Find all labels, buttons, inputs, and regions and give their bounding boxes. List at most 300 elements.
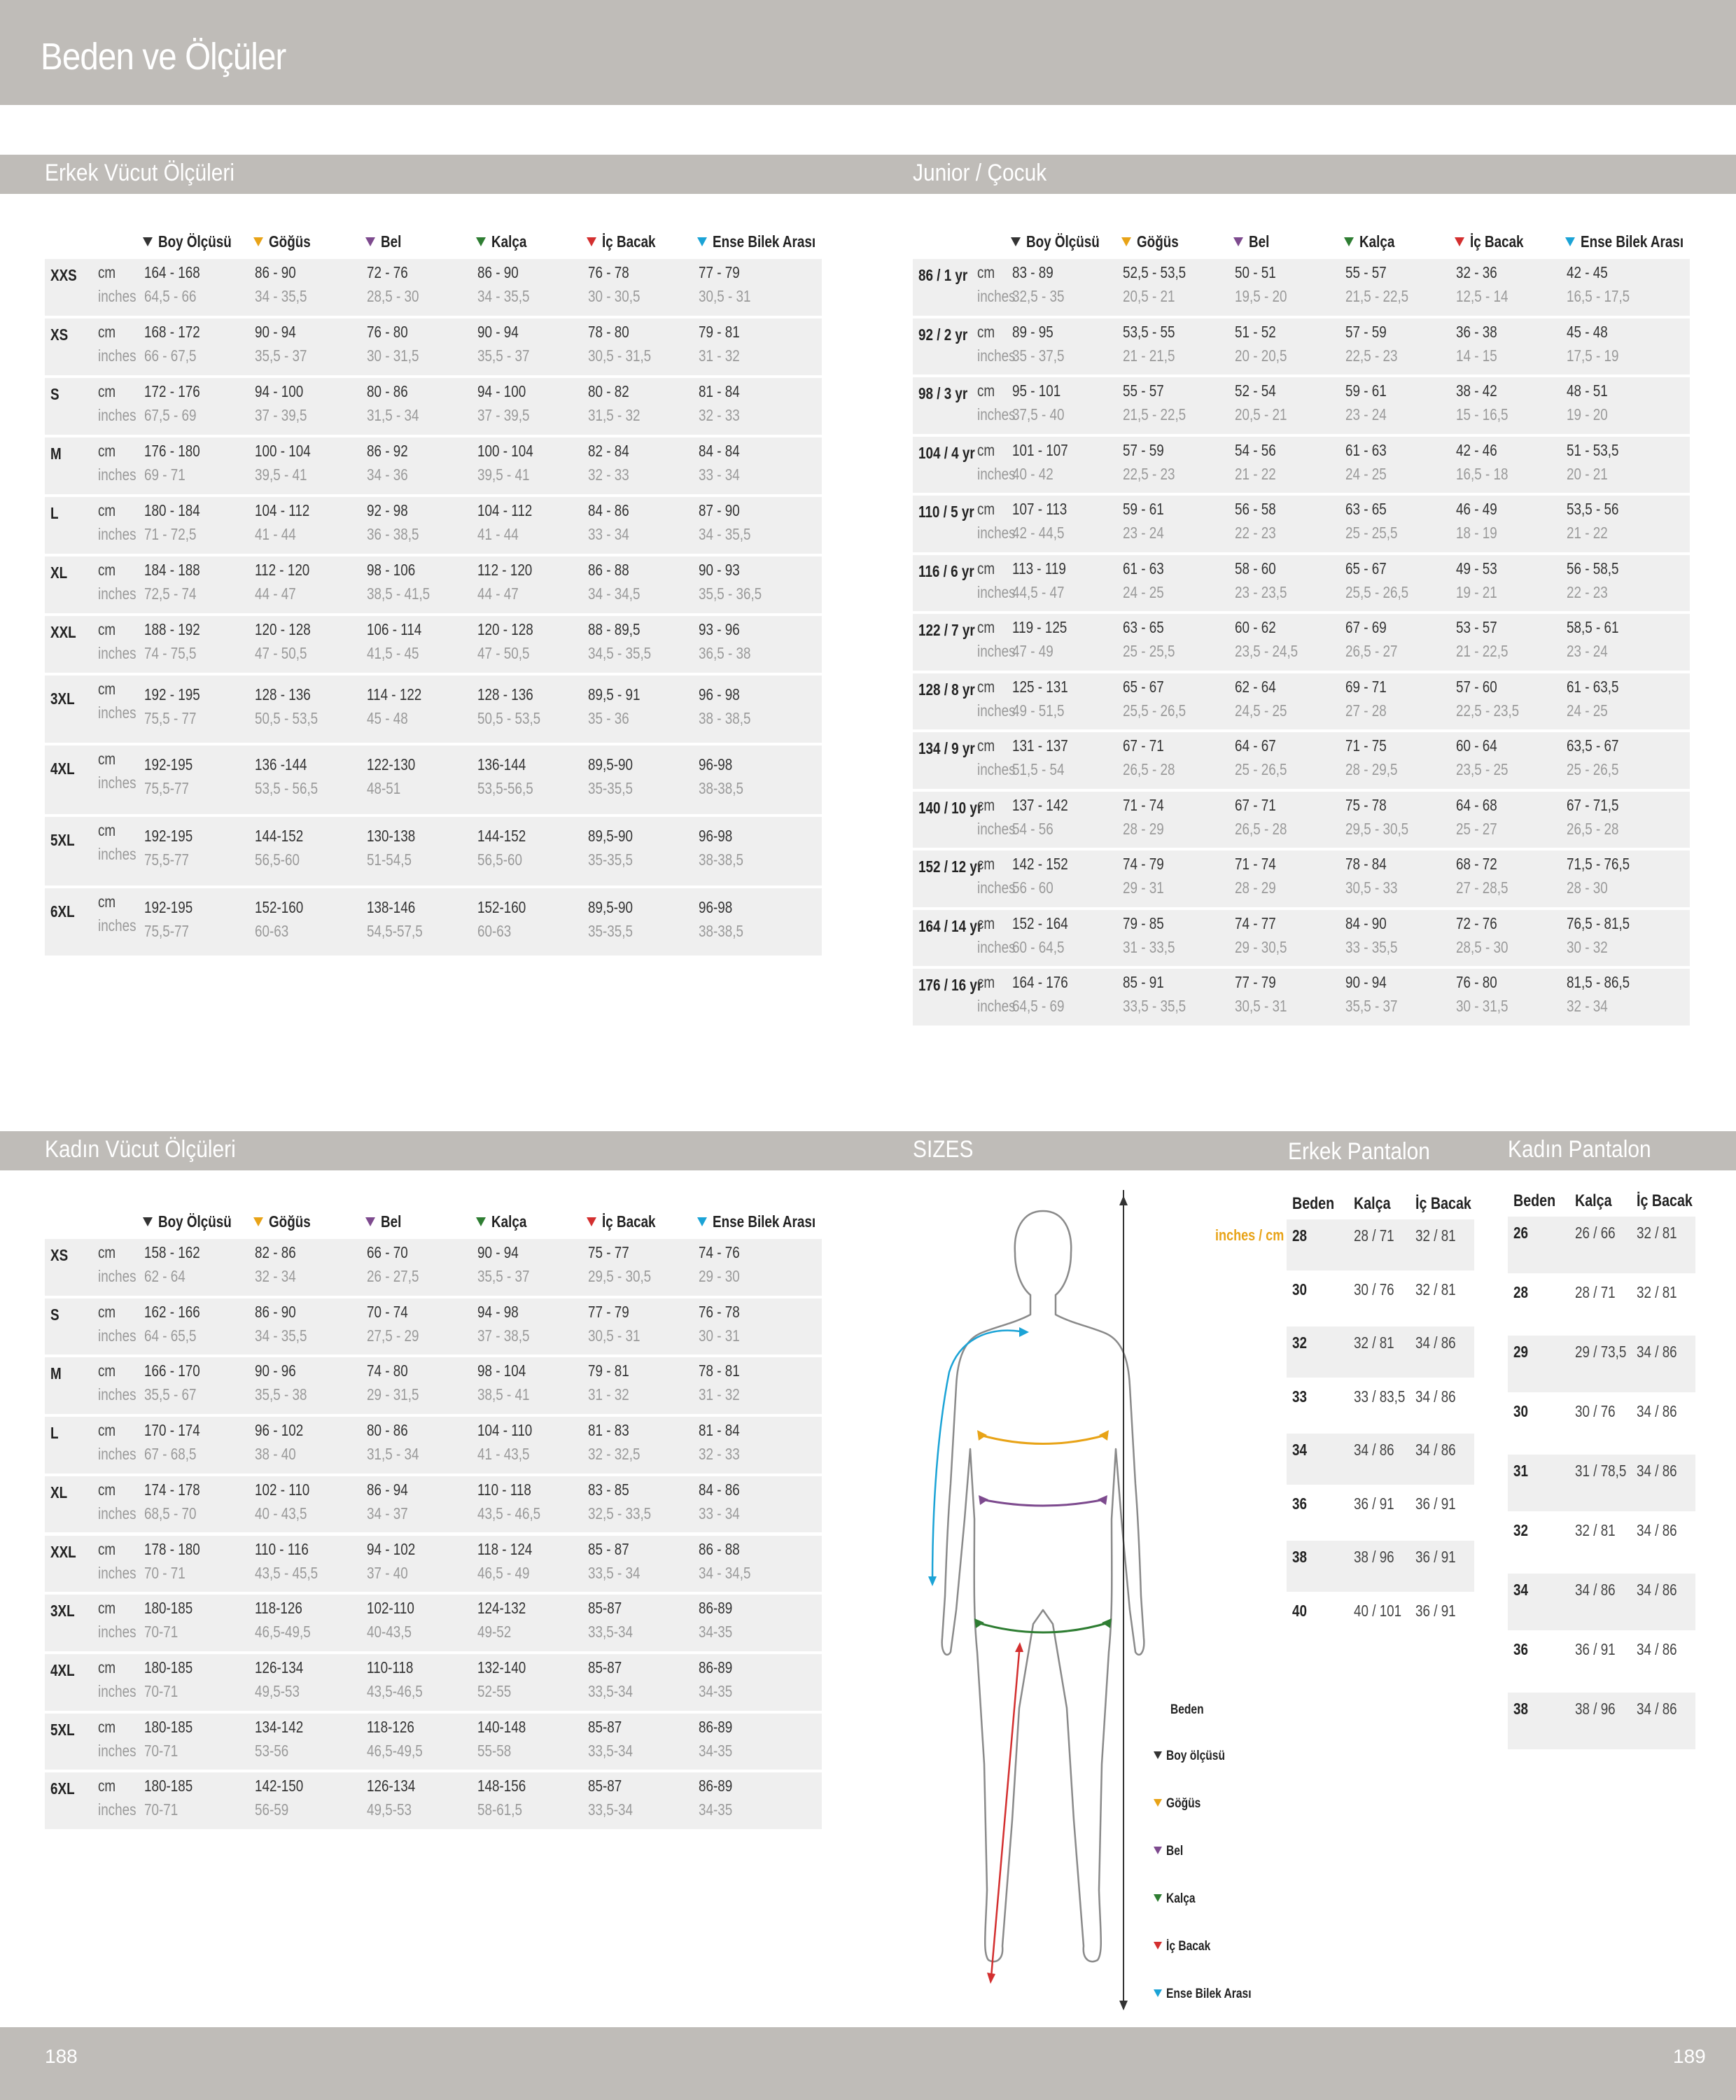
triangle-marker-icon — [365, 1217, 375, 1226]
value-cm: 61 - 63 — [1123, 559, 1164, 578]
column-header — [253, 1212, 320, 1231]
value-inches: 70-71 — [144, 1741, 178, 1760]
value-inches: 41 - 43,5 — [477, 1445, 530, 1464]
value-inches: 26,5 - 28 — [1235, 819, 1287, 838]
value-cell — [699, 263, 749, 282]
value-cell — [1123, 500, 1173, 519]
value-cell — [477, 1564, 541, 1583]
value-cell — [699, 1504, 749, 1523]
pantalon-value: 31 — [1513, 1462, 1528, 1480]
size-cell — [50, 1364, 64, 1383]
unit-cm: cm — [98, 1362, 116, 1380]
pantalon-cell — [1575, 1581, 1624, 1600]
value-inches: 30 - 32 — [1567, 937, 1608, 956]
table-row — [913, 437, 1690, 493]
value-cm: 69 - 71 — [1345, 677, 1387, 696]
unit-cell — [98, 1362, 120, 1380]
value-inches: 60 - 64,5 — [1012, 937, 1065, 956]
value-cell — [1345, 701, 1396, 720]
value-cell — [255, 382, 314, 401]
value-cell — [144, 620, 212, 639]
value-inches: 27 - 28 — [1345, 701, 1387, 720]
pantalon-cell — [1575, 1640, 1624, 1659]
value-cell — [1012, 796, 1080, 815]
value-inches: 30,5 - 33 — [1345, 878, 1398, 897]
value-cell — [1123, 263, 1200, 282]
pantalon-header-label: İç Bacak — [1637, 1191, 1693, 1210]
unit-cm: cm — [98, 263, 116, 281]
value-cell — [699, 1718, 740, 1737]
value-cell — [1345, 878, 1409, 897]
value-cell — [1123, 820, 1173, 839]
size-label: XXL — [50, 623, 76, 641]
value-inches: 53-56 — [255, 1741, 289, 1760]
pantalon-value: 34 / 86 — [1637, 1521, 1677, 1539]
value-cm: 90 - 93 — [699, 561, 740, 579]
value-cell — [1012, 878, 1063, 897]
value-cell — [477, 1326, 541, 1345]
value-cell — [255, 525, 305, 544]
value-cell — [367, 755, 426, 774]
value-cell — [699, 850, 753, 869]
value-inches: 67 - 68,5 — [144, 1445, 197, 1464]
value-inches: 53,5-56,5 — [477, 779, 533, 797]
value-cell — [1012, 441, 1080, 460]
value-inches: 58-61,5 — [477, 1800, 522, 1819]
pantalon-cell — [1415, 1548, 1464, 1567]
value-inches: 19 - 21 — [1456, 582, 1497, 601]
unit-cm: cm — [977, 855, 995, 873]
value-cell — [477, 1742, 519, 1760]
value-cm: 89,5 - 91 — [588, 685, 640, 704]
value-inches: 20 - 20,5 — [1235, 346, 1287, 365]
value-cell — [1456, 855, 1506, 874]
value-inches: 35,5 - 67 — [144, 1385, 197, 1404]
value-cm: 79 - 85 — [1123, 913, 1164, 932]
size-label: 152 / 12 yr — [918, 858, 983, 876]
value-cell — [699, 620, 749, 639]
triangle-marker-icon — [1154, 1894, 1162, 1902]
value-cell — [477, 779, 545, 798]
unit-cm: cm — [98, 1717, 116, 1736]
size-label: M — [50, 1364, 62, 1383]
value-cm: 71,5 - 76,5 — [1567, 855, 1630, 873]
value-inches: 48-51 — [367, 779, 401, 797]
value-inches: 37 - 38,5 — [477, 1326, 530, 1345]
pantalon-value: 36 / 91 — [1415, 1494, 1456, 1513]
size-cell — [50, 1661, 80, 1680]
column-header-label: Ense Bilek Arası — [713, 232, 816, 251]
unit-inches: inches — [977, 287, 1016, 305]
unit-cell — [977, 559, 999, 578]
column-header — [1455, 232, 1535, 251]
value-cell — [699, 1623, 740, 1642]
triangle-marker-icon — [587, 1217, 596, 1226]
value-cell — [1456, 796, 1506, 815]
triangle-marker-icon — [697, 237, 707, 246]
value-inches: 22,5 - 23 — [1123, 464, 1175, 483]
table-row — [45, 1476, 822, 1533]
value-inches: 43,5-46,5 — [367, 1681, 423, 1700]
table-row — [45, 259, 822, 316]
value-cell — [255, 1742, 296, 1760]
value-cell — [255, 442, 323, 461]
value-inches: 16,5 - 18 — [1456, 464, 1508, 483]
unit-cell — [98, 1718, 120, 1737]
value-cm: 85 - 87 — [588, 1539, 629, 1558]
unit-cell — [977, 914, 999, 933]
value-inches: 38,5 - 41,5 — [367, 584, 430, 603]
unit-inches: inches — [977, 582, 1016, 601]
value-cm: 126-134 — [255, 1658, 304, 1676]
value-inches: 37 - 39,5 — [255, 406, 307, 424]
unit-cell — [977, 500, 999, 519]
unit-cell — [98, 644, 144, 663]
value-cell — [1012, 465, 1063, 484]
size-cell — [50, 1306, 61, 1324]
unit-cm: cm — [98, 501, 116, 519]
unit-cell — [977, 736, 999, 755]
value-inches: 75,5 - 77 — [144, 709, 197, 727]
value-cell — [367, 1682, 435, 1701]
table-row — [45, 1298, 822, 1355]
value-cell — [699, 442, 749, 461]
value-cm: 42 - 45 — [1567, 263, 1608, 281]
value-cell — [144, 1658, 203, 1677]
body-measurement-figure — [910, 1190, 1176, 2016]
value-cell — [1456, 524, 1506, 542]
unit-cell — [98, 620, 120, 639]
unit-inches: inches — [98, 1504, 136, 1522]
value-cm: 62 - 64 — [1235, 677, 1276, 696]
size-label: L — [50, 504, 59, 522]
value-cell — [1567, 678, 1630, 696]
value-cm: 85-87 — [588, 1717, 622, 1736]
pantalon-cell — [1513, 1462, 1532, 1480]
value-cell — [588, 382, 638, 401]
value-cell — [1012, 405, 1076, 424]
value-inches: 23,5 - 25 — [1456, 760, 1508, 778]
value-inches: 22 - 23 — [1235, 524, 1276, 542]
size-label: L — [50, 1424, 59, 1443]
value-cell — [477, 1243, 528, 1262]
pantalon-cell — [1415, 1280, 1464, 1299]
value-cell — [367, 382, 417, 401]
value-cell — [1456, 382, 1506, 400]
pantalon-value: 32 / 81 — [1354, 1334, 1394, 1352]
value-inches: 21,5 - 22,5 — [1345, 287, 1409, 305]
triangle-marker-icon — [1154, 1799, 1162, 1807]
pantalon-cell — [1513, 1283, 1532, 1302]
value-cell — [144, 346, 208, 365]
value-cell — [477, 620, 545, 639]
pantalon-column-header — [1354, 1194, 1399, 1214]
unit-cell — [98, 501, 120, 520]
pantalon-row — [1508, 1455, 1695, 1511]
neck-wrist-measure-line — [932, 1331, 1021, 1582]
size-cell — [918, 503, 986, 522]
value-cell — [1567, 820, 1630, 839]
column-header-label: İç Bacak — [1470, 232, 1524, 251]
value-cell — [1012, 263, 1063, 282]
value-cm: 124-132 — [477, 1599, 526, 1618]
column-header-label: Göğüs — [1137, 232, 1179, 251]
value-inches: 20,5 - 21 — [1123, 287, 1175, 305]
value-cm: 130-138 — [367, 827, 416, 845]
triangle-marker-icon — [1233, 237, 1243, 246]
value-cm: 51 - 53,5 — [1567, 440, 1619, 459]
sizes-section-title: SIZES — [913, 1136, 974, 1163]
unit-cm: cm — [98, 1599, 116, 1618]
value-cell — [1345, 973, 1396, 992]
pantalon-value: 30 / 76 — [1575, 1402, 1616, 1420]
value-inches: 35-35,5 — [588, 850, 633, 869]
unit-cell — [98, 1599, 120, 1618]
pantalon-row — [1287, 1273, 1474, 1324]
value-cell — [255, 644, 318, 663]
value-inches: 40 - 42 — [1012, 464, 1054, 483]
value-cell — [367, 465, 417, 484]
value-inches: 37 - 39,5 — [477, 406, 530, 424]
value-inches: 45 - 48 — [367, 709, 408, 727]
value-cm: 144-152 — [255, 827, 304, 845]
value-cell — [367, 1658, 424, 1677]
unit-cm: cm — [98, 561, 116, 579]
value-inches: 34 - 35,5 — [255, 1326, 307, 1345]
column-header-label: Boy Ölçüsü — [158, 1212, 232, 1231]
value-cm: 59 - 61 — [1123, 500, 1164, 518]
legend-item — [1154, 1891, 1202, 1907]
value-cm: 104 - 112 — [255, 501, 310, 519]
unit-inches: inches — [98, 704, 136, 722]
value-inches: 27 - 28,5 — [1456, 878, 1508, 897]
value-cm: 192-195 — [144, 898, 193, 916]
column-header — [1121, 232, 1188, 251]
value-cell — [699, 1326, 749, 1345]
value-cell — [144, 1362, 212, 1380]
value-cm: 132-140 — [477, 1658, 526, 1676]
value-cell — [1012, 701, 1076, 720]
value-cell — [1235, 524, 1285, 542]
pantalon-cell — [1513, 1521, 1532, 1540]
value-cell — [367, 850, 421, 869]
value-inches: 64 - 65,5 — [144, 1326, 197, 1345]
pantalon-header-label: Kalça — [1575, 1191, 1612, 1210]
value-inches: 32 - 33 — [699, 406, 740, 424]
pantalon-cell — [1354, 1387, 1417, 1406]
value-cell — [1123, 465, 1186, 484]
value-cell — [1012, 500, 1079, 519]
table-row — [45, 497, 822, 554]
value-cm: 86-89 — [699, 1717, 733, 1736]
value-inches: 34 - 34,5 — [699, 1563, 751, 1582]
value-inches: 28 - 29,5 — [1345, 760, 1398, 778]
value-cell — [1123, 973, 1173, 992]
value-cm: 77 - 79 — [1235, 973, 1276, 991]
value-cell — [699, 1303, 749, 1322]
value-cm: 120 - 128 — [255, 620, 311, 638]
value-cell — [144, 1623, 186, 1642]
unit-inches: inches — [977, 760, 1016, 778]
triangle-marker-icon — [1455, 237, 1464, 246]
value-cell — [1123, 287, 1186, 306]
value-cm: 74 - 79 — [1123, 855, 1164, 873]
value-inches: 38-38,5 — [699, 779, 743, 797]
value-inches: 23 - 24 — [1345, 405, 1387, 424]
pantalon-value: 33 — [1292, 1387, 1307, 1406]
value-inches: 46,5 - 49 — [477, 1563, 530, 1582]
pantalon-row — [1508, 1574, 1695, 1630]
value-inches: 32 - 34 — [1567, 997, 1608, 1015]
unit-cell — [977, 973, 999, 992]
value-cell — [1456, 701, 1533, 720]
value-inches: 38-38,5 — [699, 922, 743, 940]
pantalon-row — [1508, 1693, 1695, 1749]
value-cm: 136 -144 — [255, 755, 307, 774]
value-cell — [477, 1658, 536, 1677]
pantalon-value: 28 — [1292, 1226, 1307, 1245]
pantalon-header-label: Beden — [1292, 1194, 1335, 1213]
value-cm: 82 - 86 — [255, 1243, 296, 1261]
value-cm: 84 - 84 — [699, 442, 740, 460]
value-cell — [144, 465, 195, 484]
size-cell — [918, 562, 986, 581]
column-header-label: Ense Bilek Arası — [1581, 232, 1684, 251]
value-cm: 106 - 114 — [367, 620, 422, 638]
value-cell — [699, 584, 776, 603]
value-cm: 144-152 — [477, 827, 526, 845]
value-inches: 34,5 - 35,5 — [588, 644, 652, 662]
value-cell — [367, 685, 433, 704]
value-cm: 119 - 125 — [1012, 618, 1068, 636]
value-cell — [255, 1362, 305, 1380]
value-cell — [1012, 914, 1080, 933]
value-inches: 62 - 64 — [144, 1267, 186, 1285]
value-inches: 35-35,5 — [588, 922, 633, 940]
value-cell — [367, 620, 433, 639]
value-inches: 46,5-49,5 — [367, 1741, 423, 1760]
value-cell — [1235, 323, 1285, 342]
pantalon-value: 38 / 96 — [1354, 1548, 1394, 1566]
value-cell — [1567, 559, 1630, 578]
value-cm: 81 - 83 — [588, 1421, 629, 1440]
value-cm: 76 - 80 — [1456, 973, 1497, 991]
value-inches: 35 - 37,5 — [1012, 346, 1065, 365]
size-cell — [50, 1424, 60, 1443]
value-cm: 58 - 60 — [1235, 559, 1276, 578]
legend-label: Ense Bilek Arası — [1166, 1987, 1252, 2001]
value-cell — [367, 1421, 417, 1440]
value-cell — [1345, 441, 1396, 460]
value-inches: 35,5 - 37 — [477, 346, 530, 365]
value-cell — [699, 779, 753, 798]
value-cell — [477, 827, 536, 846]
value-inches: 24 - 25 — [1345, 464, 1387, 483]
column-header-label: Bel — [1249, 232, 1270, 251]
value-inches: 38-38,5 — [699, 850, 743, 869]
value-cell — [699, 1445, 749, 1464]
value-cell — [699, 1742, 740, 1760]
pantalon-cell — [1637, 1581, 1686, 1600]
value-cm: 148-156 — [477, 1777, 526, 1795]
unit-cell — [98, 382, 120, 401]
size-label: 6XL — [50, 1779, 75, 1798]
unit-inches: inches — [98, 845, 136, 863]
value-inches: 70-71 — [144, 1800, 178, 1819]
triangle-marker-icon — [1154, 1847, 1162, 1854]
value-inches: 60-63 — [255, 922, 289, 940]
value-inches: 34 - 34,5 — [588, 584, 640, 603]
size-cell — [918, 384, 979, 403]
value-cm: 74 - 76 — [699, 1243, 740, 1261]
value-cm: 53,5 - 56 — [1567, 500, 1619, 518]
value-inches: 17,5 - 19 — [1567, 346, 1619, 365]
value-cell — [367, 442, 417, 461]
value-cell — [1345, 820, 1422, 839]
value-inches: 32 - 33 — [699, 1445, 740, 1464]
unit-cell — [98, 561, 120, 580]
column-header — [1011, 232, 1116, 251]
value-cm: 162 - 166 — [144, 1302, 200, 1321]
value-cell — [367, 709, 417, 728]
value-cm: 92 - 98 — [367, 501, 408, 519]
value-inches: 41 - 44 — [477, 525, 519, 543]
value-cell — [1345, 618, 1396, 637]
value-cell — [1235, 500, 1285, 519]
pantalon-header-label: İç Bacak — [1415, 1194, 1471, 1213]
value-cell — [699, 898, 740, 917]
pantalon-value: 31 / 78,5 — [1575, 1462, 1627, 1480]
value-cm: 180 - 184 — [144, 501, 200, 519]
table-row — [45, 746, 822, 814]
value-inches: 38,5 - 41 — [477, 1385, 530, 1404]
value-cell — [1567, 465, 1617, 484]
value-cell — [367, 1718, 425, 1737]
value-cell — [1345, 323, 1396, 342]
table-row — [913, 259, 1690, 316]
pantalon-cell — [1513, 1640, 1532, 1659]
value-cell — [255, 1385, 318, 1404]
value-cm: 100 - 104 — [255, 442, 311, 460]
value-inches: 22 - 23 — [1567, 582, 1608, 601]
value-cell — [1567, 878, 1617, 897]
value-cm: 76 - 78 — [699, 1302, 740, 1321]
pantalon-cell — [1637, 1462, 1686, 1480]
unit-inches: inches — [98, 584, 136, 603]
value-inches: 32,5 - 33,5 — [588, 1504, 652, 1522]
value-cm: 36 - 38 — [1456, 322, 1497, 341]
value-cell — [588, 709, 638, 728]
unit-inches: inches — [977, 701, 1016, 720]
value-inches: 68,5 - 70 — [144, 1504, 197, 1522]
value-cell — [588, 584, 652, 603]
value-inches: 19 - 20 — [1567, 405, 1608, 424]
value-cm: 76 - 80 — [367, 323, 408, 341]
value-cm: 158 - 162 — [144, 1243, 200, 1261]
value-inches: 25,5 - 26,5 — [1345, 582, 1409, 601]
value-cell — [144, 779, 199, 798]
value-cm: 94 - 102 — [367, 1539, 416, 1558]
value-cm: 71 - 74 — [1123, 795, 1164, 814]
table-row — [45, 1536, 822, 1592]
value-cell — [144, 525, 208, 544]
value-cell — [255, 406, 318, 425]
pantalon-value: 36 / 91 — [1354, 1494, 1394, 1513]
legend-item — [1154, 1987, 1270, 2002]
value-cell — [1345, 914, 1396, 933]
value-cell — [255, 1303, 305, 1322]
value-cm: 61 - 63,5 — [1567, 677, 1619, 696]
